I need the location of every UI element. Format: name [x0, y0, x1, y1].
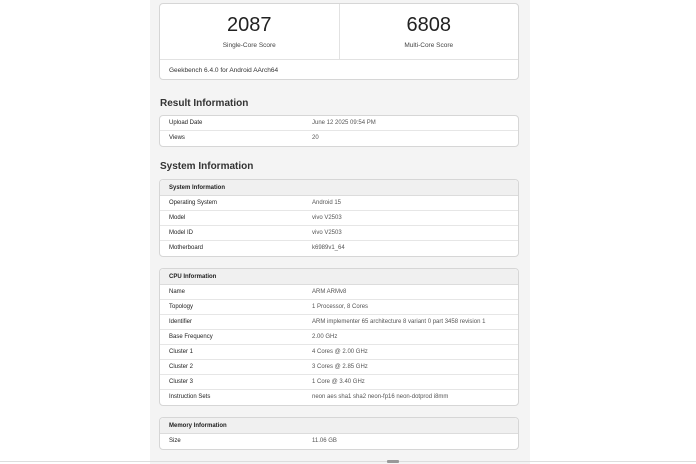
cpu-information-table [159, 268, 519, 406]
single-core-label: Single-Core Score [222, 42, 276, 49]
multi-core-value: 6808 [406, 14, 451, 36]
benchmark-version: Geekbench 6.4.0 for Android AArch64 [169, 67, 279, 74]
system-information-title: System Information [160, 161, 254, 172]
row-value: 4 Cores @ 2.00 GHz [312, 349, 368, 355]
row-value: ARM implementer 65 architecture 8 variant 0 part 3458 revision 1 [312, 319, 486, 325]
multi-core-score [339, 4, 519, 59]
row-key: Motherboard [169, 245, 204, 251]
score-card [159, 3, 519, 80]
table-row [160, 285, 518, 300]
multi-core-label: Multi-Core Score [404, 42, 454, 49]
row-key: Model [169, 215, 186, 221]
row-key: Operating System [169, 200, 218, 206]
row-value: vivo V2503 [312, 230, 342, 236]
table-row [160, 390, 518, 405]
row-value: 1 Core @ 3.40 GHz [312, 379, 365, 385]
row-key: Identifier [169, 319, 193, 325]
result-information-title: Result Information [160, 98, 249, 109]
row-value: 20 [312, 135, 319, 141]
table-row [160, 211, 518, 226]
row-key: Cluster 1 [169, 349, 194, 355]
result-information-table [159, 115, 519, 147]
single-core-value: 2087 [227, 14, 272, 36]
row-value: Android 15 [312, 200, 342, 206]
system-information-table [159, 179, 519, 257]
table-row [160, 315, 518, 330]
table-row [160, 345, 518, 360]
row-key: Upload Date [169, 120, 203, 126]
table-row [160, 360, 518, 375]
row-key: Name [169, 289, 186, 295]
row-value: 1 Processor, 8 Cores [312, 304, 369, 310]
table-row [160, 226, 518, 241]
bottom-divider [0, 461, 696, 462]
row-value: 11.06 GB [312, 438, 337, 444]
row-key: Instruction Sets [169, 394, 211, 400]
row-key: Topology [169, 304, 194, 310]
memory-information-table [159, 417, 519, 450]
table-header: System Information [160, 180, 518, 196]
table-row [160, 300, 518, 315]
row-key: Views [169, 135, 185, 141]
table-row [160, 196, 518, 211]
scroll-indicator[interactable] [387, 460, 399, 463]
table-row [160, 116, 518, 131]
single-core-score [160, 4, 339, 59]
table-row [160, 375, 518, 390]
row-value: k6989v1_64 [312, 245, 345, 251]
row-value: 2.00 GHz [312, 334, 338, 340]
row-value: June 12 2025 09:54 PM [312, 120, 376, 126]
row-key: Cluster 3 [169, 379, 194, 385]
table-row [160, 330, 518, 345]
row-value: 3 Cores @ 2.85 GHz [312, 364, 368, 370]
row-key: Base Frequency [169, 334, 213, 340]
row-value: ARM ARMv8 [312, 289, 347, 295]
score-row [160, 4, 518, 60]
table-row [160, 241, 518, 256]
table-row [160, 131, 518, 146]
row-key: Cluster 2 [169, 364, 194, 370]
table-header: Memory Information [160, 418, 518, 434]
table-row [160, 434, 518, 449]
table-header: CPU Information [160, 269, 518, 285]
row-key: Model ID [169, 230, 194, 236]
row-key: Size [169, 438, 181, 444]
row-value: vivo V2503 [312, 215, 342, 221]
row-value: neon aes sha1 sha2 neon-fp16 neon-dotprod i8mm [312, 394, 449, 400]
